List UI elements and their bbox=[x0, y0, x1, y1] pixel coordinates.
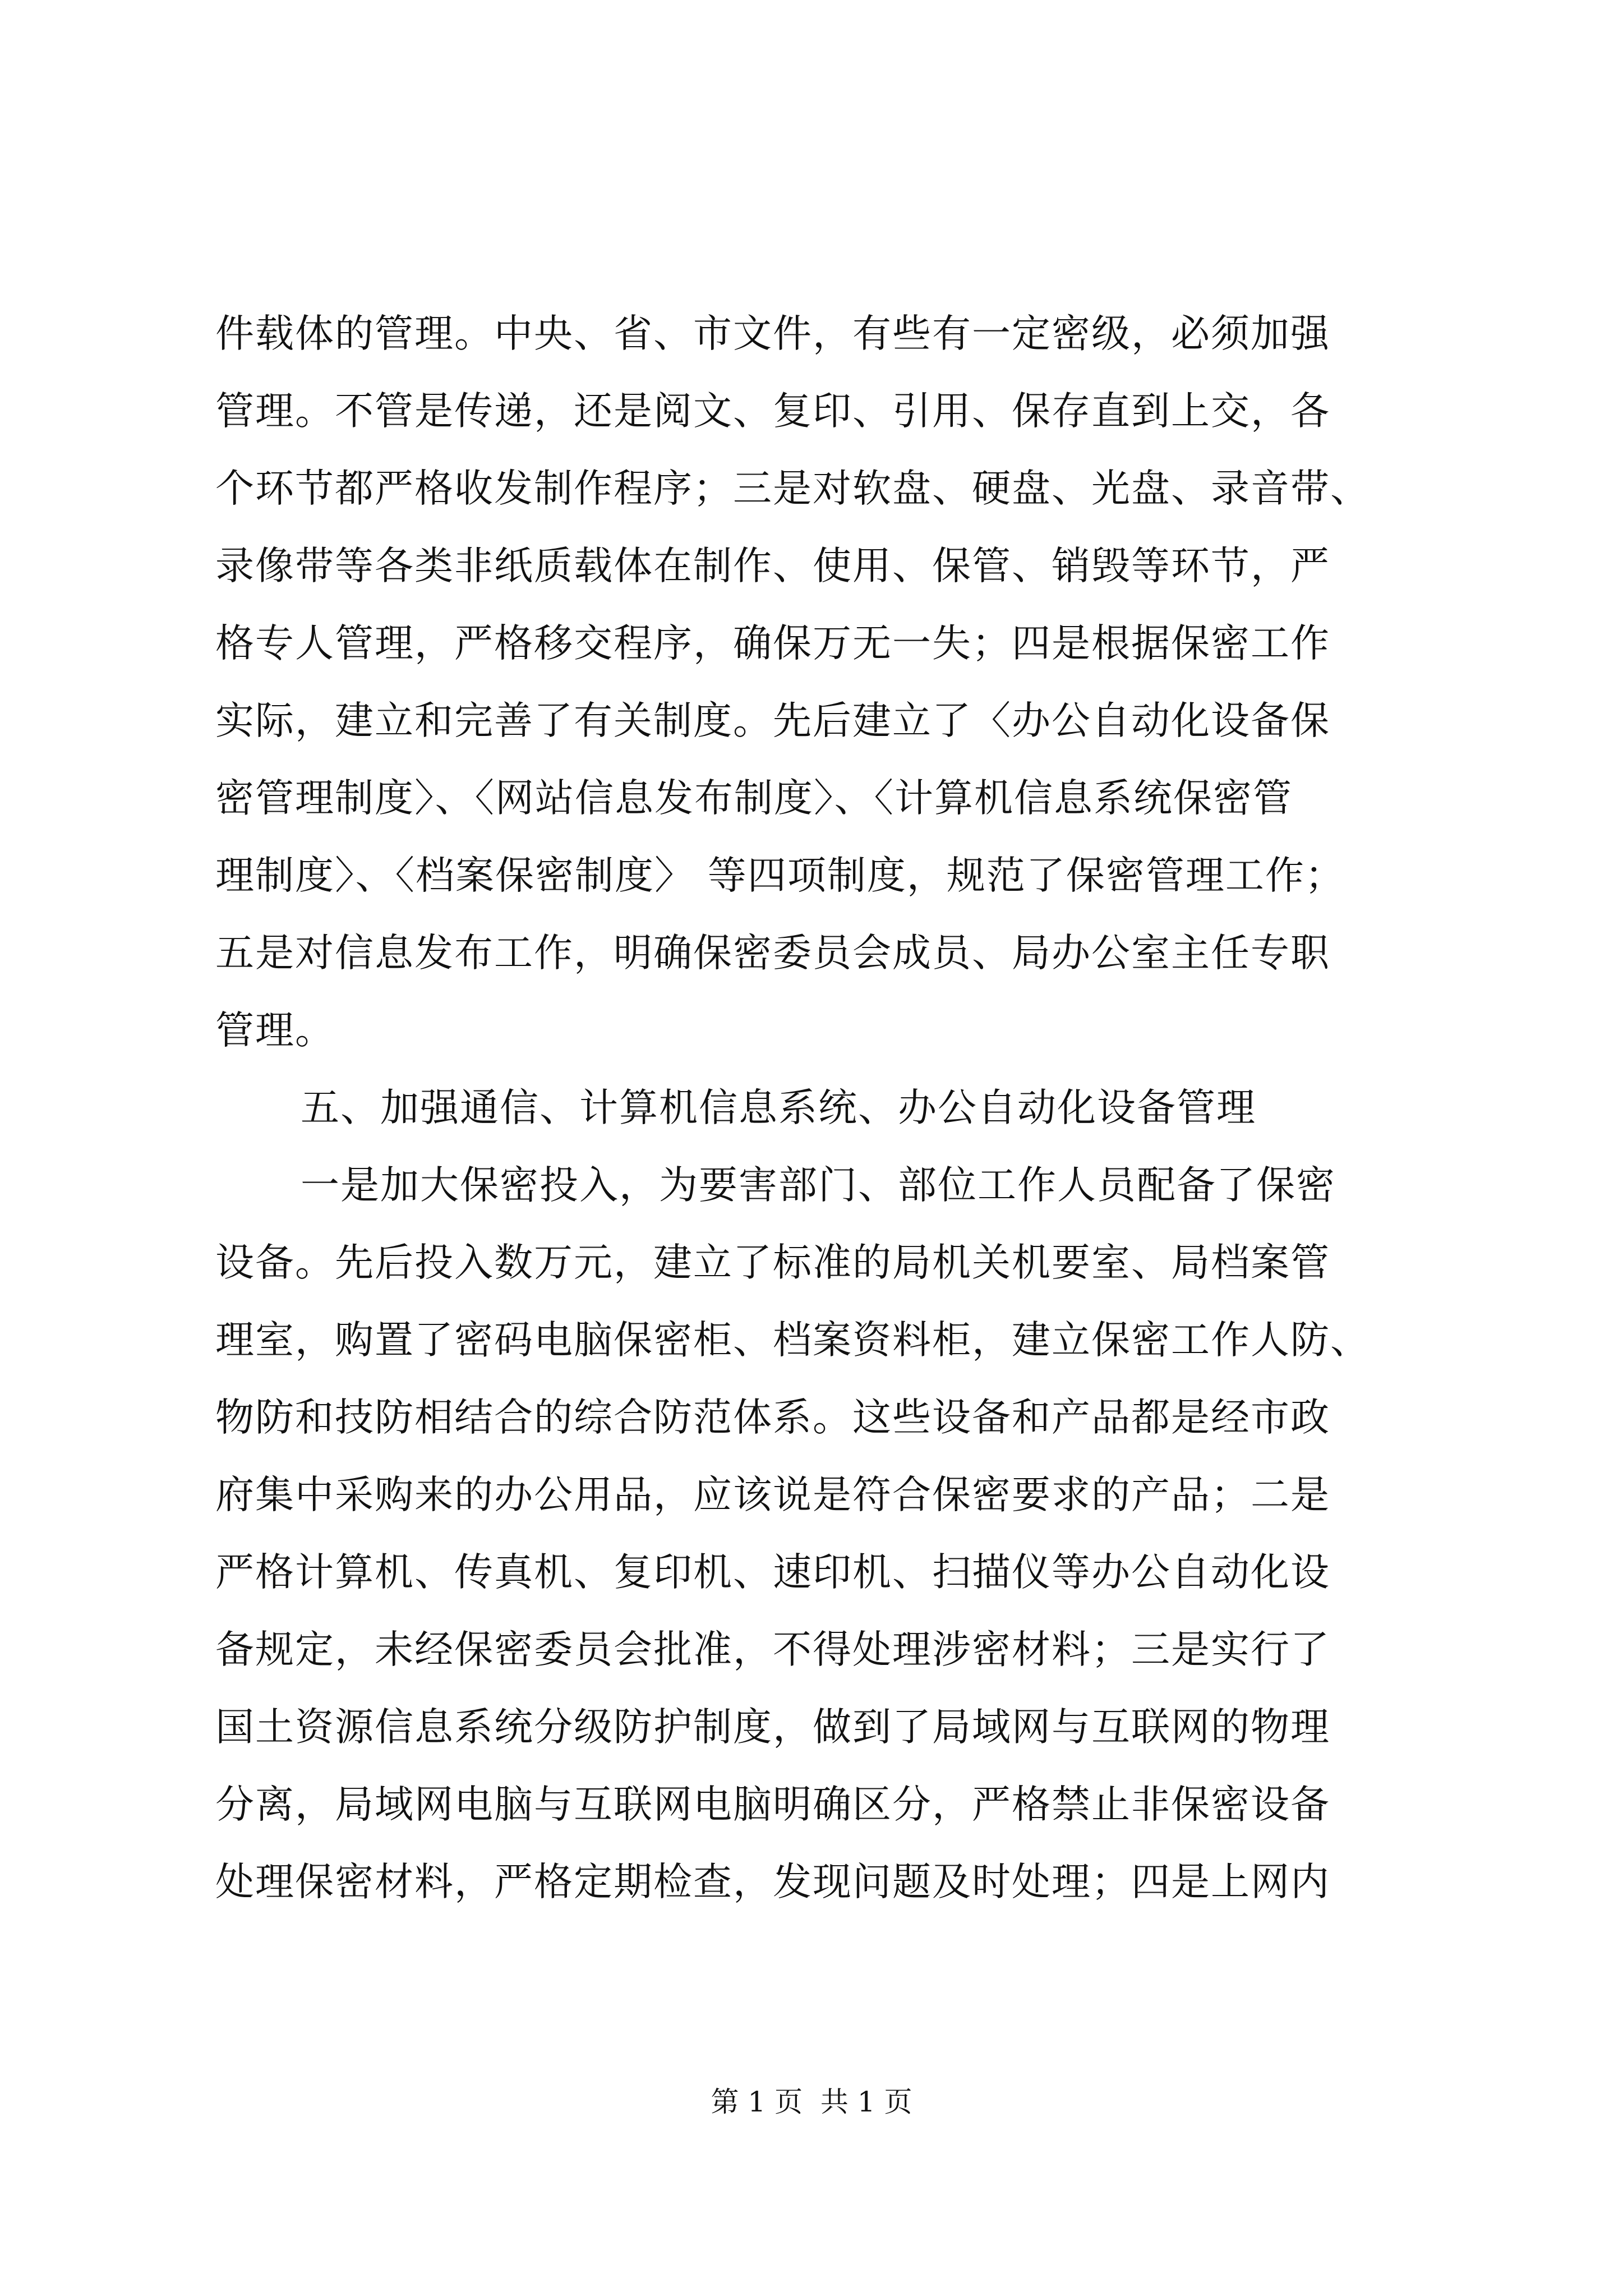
page-number-footer: 第 1 页 共 1 页 bbox=[711, 2086, 912, 2118]
body-text-line: 备规定，未经保密委员会批准，不得处理涉密材料；三是实行了 bbox=[215, 1627, 1330, 1672]
body-text-line: 实际，建立和完善了有关制度。先后建立了〈办公自动化设备保 bbox=[215, 698, 1330, 743]
body-text-line: 录像带等各类非纸质载体在制作、使用、保管、销毁等环节，严 bbox=[215, 544, 1330, 588]
body-text-line: 管理。 bbox=[215, 1008, 335, 1053]
body-text-line: 物防和技防相结合的综合防范体系。这些设备和产品都是经市政 bbox=[215, 1395, 1330, 1440]
section-heading: 五、加强通信、计算机信息系统、办公自动化设备管理 bbox=[301, 1085, 1256, 1130]
body-text-line: 处理保密材料，严格定期检查，发现问题及时处理；四是上网内 bbox=[215, 1860, 1330, 1904]
body-text-line: 严格计算机、传真机、复印机、速印机、扫描仪等办公自动化设 bbox=[215, 1550, 1330, 1595]
body-text-line: 设备。先后投入数万元，建立了标准的局机关机要室、局档案管 bbox=[215, 1240, 1330, 1285]
body-text-line: 件载体的管理。中央、省、市文件，有些有一定密级，必须加强 bbox=[215, 311, 1330, 356]
paragraph-first-line: 一是加大保密投入，为要害部门、部位工作人员配备了保密 bbox=[301, 1163, 1336, 1208]
body-text-line: 理制度〉、〈档案保密制度〉 等四项制度，规范了保密管理工作； bbox=[215, 853, 1345, 898]
body-text-line: 分离，局域网电脑与互联网电脑明确区分，严格禁止非保密设备 bbox=[215, 1782, 1330, 1827]
body-text-line: 格专人管理，严格移交程序，确保万无一失；四是根据保密工作 bbox=[215, 621, 1330, 666]
body-text-line: 个环节都严格收发制作程序；三是对软盘、硬盘、光盘、录音带、 bbox=[215, 466, 1370, 511]
body-text-line: 密管理制度〉、〈网站信息发布制度〉、〈计算机信息系统保密管 bbox=[215, 776, 1293, 821]
body-text-line: 国土资源信息系统分级防护制度，做到了局域网与互联网的物理 bbox=[215, 1705, 1330, 1750]
body-text-line: 理室，购置了密码电脑保密柜、档案资料柜，建立保密工作人防、 bbox=[215, 1318, 1370, 1363]
body-text-line: 五是对信息发布工作，明确保密委员会成员、局办公室主任专职 bbox=[215, 931, 1330, 976]
body-text-line: 管理。不管是传递，还是阅文、复印、引用、保存直到上交，各 bbox=[215, 389, 1330, 434]
body-text-line: 府集中采购来的办公用品，应该说是符合保密要求的产品；二是 bbox=[215, 1473, 1330, 1517]
